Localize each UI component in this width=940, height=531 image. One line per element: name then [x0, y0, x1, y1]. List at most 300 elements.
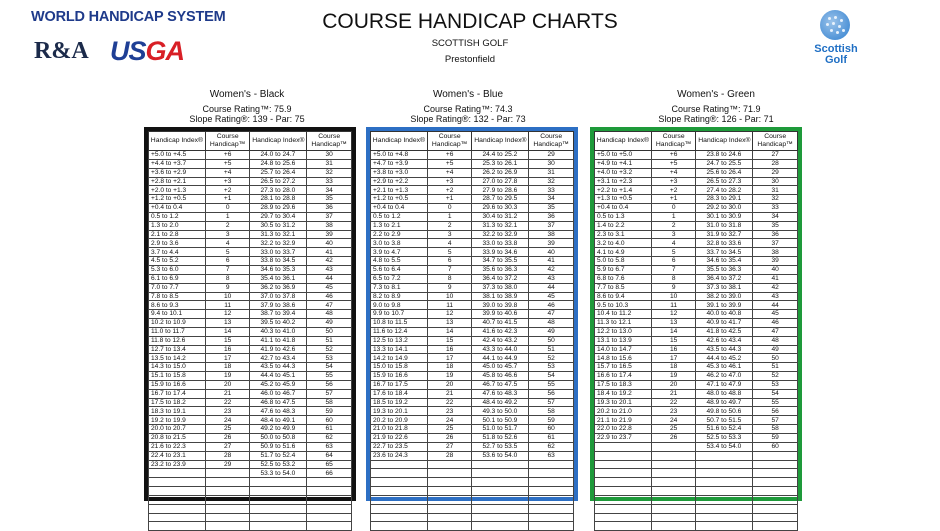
handicap-index-range: 25.7 to 26.4: [250, 168, 307, 177]
course-rating: Course Rating™: 71.9: [671, 104, 761, 114]
course-handicap-value: 28: [753, 159, 798, 168]
course-handicap-value: 1: [205, 212, 250, 221]
course-handicap-value: +3: [651, 177, 696, 186]
handicap-index-range: 24.8 to 25.6: [250, 159, 307, 168]
handicap-index-range: [149, 522, 206, 531]
handicap-index-range: [250, 522, 307, 531]
course-handicap-value: +5: [205, 159, 250, 168]
course-handicap-value: 63: [529, 451, 574, 460]
table-row: [371, 319, 574, 328]
table-row: [595, 265, 798, 274]
course-handicap-value: 27: [205, 442, 250, 451]
table-row: [149, 469, 352, 478]
col-header-course-handicap: Course Handicap™: [427, 132, 472, 151]
course-handicap-value: [753, 522, 798, 531]
course-handicap-value: 1: [427, 212, 472, 221]
table-row: [595, 336, 798, 345]
handicap-index-range: 32.2 to 32.9: [250, 239, 307, 248]
handicap-index-range: +1.3 to +0.5: [595, 195, 652, 204]
course-handicap-value: 10: [205, 292, 250, 301]
course-handicap-value: [651, 442, 696, 451]
course-handicap-value: 18: [205, 363, 250, 372]
course-handicap-value: 52: [307, 345, 352, 354]
table-row: [149, 151, 352, 160]
course-handicap-value: 43: [307, 265, 352, 274]
course-handicap-value: [753, 460, 798, 469]
table-row: [149, 451, 352, 460]
course-handicap-value: 57: [529, 398, 574, 407]
table-row: [149, 380, 352, 389]
handicap-index-range: 40.3 to 41.0: [250, 327, 307, 336]
handicap-index-range: 28.3 to 29.1: [696, 195, 753, 204]
handicap-index-range: [472, 495, 529, 504]
handicap-index-range: [595, 487, 652, 496]
handicap-index-range: 30.4 to 31.2: [472, 212, 529, 221]
table-row: [595, 354, 798, 363]
course-handicap-value: [427, 504, 472, 513]
usga-logo-part1: US: [110, 36, 146, 66]
course-handicap-value: 7: [205, 265, 250, 274]
course-handicap-value: 45: [529, 292, 574, 301]
course-handicap-value: 5: [205, 248, 250, 257]
course-handicap-value: 14: [427, 327, 472, 336]
handicap-index-range: [472, 487, 529, 496]
handicap-index-range: [371, 460, 428, 469]
table-row: [371, 389, 574, 398]
course-handicap-value: 30: [307, 151, 352, 160]
golf-ball-icon: [820, 10, 850, 40]
course-handicap-value: 27: [427, 442, 472, 451]
handicap-index-range: 4.8 to 5.5: [371, 257, 428, 266]
handicap-index-range: [696, 504, 753, 513]
table-row: [371, 434, 574, 443]
handicap-index-range: 29.2 to 30.0: [696, 204, 753, 213]
course-handicap-value: [427, 469, 472, 478]
course-handicap-value: [529, 504, 574, 513]
table-row: [371, 186, 574, 195]
course-handicap-value: 25: [651, 425, 696, 434]
handicap-index-range: 40.9 to 41.7: [696, 319, 753, 328]
handicap-index-range: 17.6 to 18.4: [371, 389, 428, 398]
handicap-index-range: 35.5 to 36.3: [696, 265, 753, 274]
handicap-index-range: +5.0 to +5.0: [595, 151, 652, 160]
table-row: [371, 398, 574, 407]
handicap-index-range: 9.0 to 9.8: [371, 301, 428, 310]
course-handicap-value: 24: [205, 416, 250, 425]
handicap-table: [370, 131, 574, 531]
handicap-index-range: +4.4 to +3.7: [149, 159, 206, 168]
handicap-index-range: 49.8 to 50.6: [696, 407, 753, 416]
table-row: [149, 522, 352, 531]
handicap-index-range: 46.8 to 47.5: [250, 398, 307, 407]
handicap-index-range: 24.0 to 24.7: [250, 151, 307, 160]
table-row: [371, 380, 574, 389]
course-handicap-value: [651, 487, 696, 496]
course-handicap-value: 26: [427, 434, 472, 443]
course-handicap-value: [651, 513, 696, 522]
handicap-index-range: 41.6 to 42.3: [472, 327, 529, 336]
course-handicap-value: 5: [651, 248, 696, 257]
handicap-index-range: 19.3 to 20.1: [595, 398, 652, 407]
handicap-index-range: 16.7 to 17.4: [149, 389, 206, 398]
course-handicap-value: [427, 495, 472, 504]
handicap-index-range: 44.4 to 45.2: [696, 354, 753, 363]
handicap-index-range: 23.8 to 24.6: [696, 151, 753, 160]
handicap-index-range: 11.8 to 12.6: [149, 336, 206, 345]
course-handicap-value: 34: [307, 186, 352, 195]
course-handicap-value: 22: [427, 398, 472, 407]
table-row: [595, 416, 798, 425]
handicap-index-range: 15.9 to 16.6: [371, 372, 428, 381]
handicap-index-range: 3.2 to 4.0: [595, 239, 652, 248]
table-row: [595, 274, 798, 283]
course-handicap-value: 15: [205, 336, 250, 345]
handicap-index-range: [696, 460, 753, 469]
handicap-index-range: 43.5 to 44.3: [250, 363, 307, 372]
handicap-index-range: +2.8 to +2.1: [149, 177, 206, 186]
course-handicap-value: [753, 451, 798, 460]
handicap-index-range: 51.6 to 52.4: [696, 425, 753, 434]
course-handicap-value: 60: [529, 425, 574, 434]
table-row: [149, 257, 352, 266]
course-handicap-value: 56: [307, 380, 352, 389]
handicap-index-range: 20.2 to 21.0: [595, 407, 652, 416]
course-handicap-value: 35: [753, 221, 798, 230]
course-handicap-value: 60: [753, 442, 798, 451]
course-handicap-value: 36: [307, 204, 352, 213]
handicap-index-range: +4.9 to +4.1: [595, 159, 652, 168]
course-handicap-value: [529, 478, 574, 487]
course-handicap-value: 24: [427, 416, 472, 425]
course-handicap-value: 48: [307, 310, 352, 319]
club-name: Prestonfield: [444, 54, 496, 65]
course-handicap-value: +2: [205, 186, 250, 195]
handicap-index-range: 16.7 to 17.5: [371, 380, 428, 389]
course-handicap-value: 41: [307, 248, 352, 257]
scottish-golf-logo: [806, 44, 866, 66]
table-row: [149, 195, 352, 204]
course-handicap-value: 30: [529, 159, 574, 168]
course-handicap-value: 6: [205, 257, 250, 266]
table-row: [595, 230, 798, 239]
handicap-index-range: 53.3 to 54.0: [250, 469, 307, 478]
handicap-index-range: 18.3 to 19.1: [149, 407, 206, 416]
course-handicap-value: 51: [307, 336, 352, 345]
handicap-index-range: [472, 513, 529, 522]
table-row: [371, 469, 574, 478]
course-handicap-value: [753, 478, 798, 487]
course-handicap-value: [651, 460, 696, 469]
course-handicap-value: 4: [651, 239, 696, 248]
course-handicap-value: 47: [529, 310, 574, 319]
handicap-index-range: 34.6 to 35.4: [696, 257, 753, 266]
col-header-course-handicap: Course Handicap™: [529, 132, 574, 151]
course-handicap-value: 34: [529, 195, 574, 204]
handicap-index-range: 38.7 to 39.4: [250, 310, 307, 319]
course-handicap-value: 21: [651, 389, 696, 398]
handicap-index-range: 41.8 to 42.5: [696, 327, 753, 336]
course-handicap-value: 54: [529, 372, 574, 381]
table-row: [149, 221, 352, 230]
handicap-index-range: 44.4 to 45.1: [250, 372, 307, 381]
handicap-index-range: 15.9 to 16.6: [149, 380, 206, 389]
col-header-handicap-index: Handicap Index®: [696, 132, 753, 151]
handicap-index-range: 15.0 to 15.8: [371, 363, 428, 372]
handicap-index-range: [472, 504, 529, 513]
handicap-index-range: 4.5 to 5.2: [149, 257, 206, 266]
handicap-index-range: [472, 469, 529, 478]
handicap-index-range: 3.9 to 4.7: [371, 248, 428, 257]
handicap-index-range: +0.4 to 0.4: [595, 204, 652, 213]
table-row: [149, 310, 352, 319]
handicap-index-range: 0.5 to 1.2: [371, 212, 428, 221]
handicap-index-range: [250, 504, 307, 513]
course-handicap-value: 10: [651, 292, 696, 301]
course-handicap-value: 1: [651, 212, 696, 221]
table-row: [371, 495, 574, 504]
course-handicap-value: 16: [205, 345, 250, 354]
course-handicap-value: 43: [529, 274, 574, 283]
handicap-index-range: [371, 469, 428, 478]
table-row: [595, 168, 798, 177]
slope-rating: Slope Rating®: 132 - Par: 73: [410, 113, 526, 124]
table-row: [371, 257, 574, 266]
table-row: [595, 159, 798, 168]
handicap-index-range: 8.6 to 9.3: [149, 301, 206, 310]
course-handicap-value: 33: [307, 177, 352, 186]
handicap-index-range: 51.0 to 51.7: [472, 425, 529, 434]
course-handicap-value: 13: [651, 319, 696, 328]
handicap-index-range: 36.2 to 36.9: [250, 283, 307, 292]
handicap-index-range: +5.0 to +4.8: [371, 151, 428, 160]
course-handicap-value: [529, 513, 574, 522]
handicap-index-range: 10.4 to 11.2: [595, 310, 652, 319]
handicap-index-range: 20.8 to 21.5: [149, 434, 206, 443]
table-row: [371, 230, 574, 239]
chart-panel-green: [590, 127, 802, 501]
course-handicap-value: [427, 460, 472, 469]
course-handicap-value: +3: [205, 177, 250, 186]
course-handicap-value: [205, 478, 250, 487]
course-handicap-value: +5: [427, 159, 472, 168]
handicap-index-range: 24.4 to 25.2: [472, 151, 529, 160]
table-row: [595, 478, 798, 487]
course-handicap-value: 21: [205, 389, 250, 398]
course-handicap-value: [753, 513, 798, 522]
handicap-index-range: 18.4 to 19.2: [595, 389, 652, 398]
course-handicap-value: [205, 495, 250, 504]
handicap-index-range: 19.2 to 19.9: [149, 416, 206, 425]
course-handicap-value: 28: [205, 451, 250, 460]
course-handicap-value: +1: [651, 195, 696, 204]
table-row: [149, 363, 352, 372]
handicap-index-range: 22.0 to 22.8: [595, 425, 652, 434]
col-header-course-handicap: Course Handicap™: [307, 132, 352, 151]
course-handicap-value: 11: [651, 301, 696, 310]
table-row: [371, 151, 574, 160]
course-handicap-value: 53: [753, 380, 798, 389]
table-row: [149, 442, 352, 451]
course-handicap-value: 25: [427, 425, 472, 434]
table-row: [595, 398, 798, 407]
handicap-index-range: 40.7 to 41.5: [472, 319, 529, 328]
table-row: [149, 398, 352, 407]
course-handicap-value: 56: [529, 389, 574, 398]
slope-rating: Slope Rating®: 139 - Par: 75: [189, 113, 305, 124]
course-handicap-value: 37: [307, 212, 352, 221]
table-row: [371, 212, 574, 221]
handicap-index-range: 8.2 to 8.9: [371, 292, 428, 301]
table-row: [149, 239, 352, 248]
handicap-index-range: 7.3 to 8.1: [371, 283, 428, 292]
handicap-index-range: 50.1 to 50.9: [472, 416, 529, 425]
course-handicap-value: 28: [427, 451, 472, 460]
table-row: [149, 425, 352, 434]
table-row: [595, 469, 798, 478]
course-handicap-value: 29: [529, 151, 574, 160]
handicap-index-range: 33.7 to 34.5: [696, 248, 753, 257]
course-handicap-value: 4: [205, 239, 250, 248]
tee-ratings-blue: [348, 105, 588, 124]
handicap-index-range: 12.5 to 13.2: [371, 336, 428, 345]
handicap-index-range: [595, 469, 652, 478]
course-handicap-value: 51: [753, 363, 798, 372]
table-row: [149, 407, 352, 416]
table-row: [149, 168, 352, 177]
course-handicap-value: 39: [753, 257, 798, 266]
table-row: [371, 407, 574, 416]
handicap-index-range: 32.8 to 33.6: [696, 239, 753, 248]
table-row: [371, 425, 574, 434]
course-handicap-value: [205, 522, 250, 531]
course-handicap-value: 37: [529, 221, 574, 230]
course-handicap-value: 36: [529, 212, 574, 221]
table-row: [371, 363, 574, 372]
table-row: [371, 504, 574, 513]
handicap-index-range: 27.0 to 27.8: [472, 177, 529, 186]
table-row: [595, 257, 798, 266]
handicap-index-range: 11.3 to 12.1: [595, 319, 652, 328]
handicap-index-range: 33.0 to 33.7: [250, 248, 307, 257]
course-handicap-value: 26: [651, 434, 696, 443]
course-handicap-value: 13: [205, 319, 250, 328]
handicap-index-range: [696, 478, 753, 487]
course-handicap-value: [427, 513, 472, 522]
table-row: [371, 310, 574, 319]
course-handicap-value: 59: [529, 416, 574, 425]
handicap-index-range: 39.0 to 39.8: [472, 301, 529, 310]
handicap-index-range: +5.0 to +4.5: [149, 151, 206, 160]
course-handicap-value: 53: [307, 354, 352, 363]
handicap-index-range: 37.0 to 37.8: [250, 292, 307, 301]
handicap-index-range: 22.9 to 23.7: [595, 434, 652, 443]
handicap-index-range: [595, 442, 652, 451]
course-handicap-value: 61: [529, 434, 574, 443]
tee-heading-green: Women's - Green: [677, 89, 755, 100]
handicap-index-range: [595, 460, 652, 469]
handicap-index-range: 38.2 to 39.0: [696, 292, 753, 301]
course-handicap-value: [529, 460, 574, 469]
table-row: [371, 221, 574, 230]
course-handicap-value: [529, 522, 574, 531]
handicap-index-range: 26.2 to 26.9: [472, 168, 529, 177]
course-handicap-value: 31: [307, 159, 352, 168]
table-row: [371, 283, 574, 292]
table-row: [149, 204, 352, 213]
handicap-index-range: [250, 478, 307, 487]
course-handicap-value: 52: [529, 354, 574, 363]
table-row: [149, 389, 352, 398]
handicap-index-range: 2.1 to 2.8: [149, 230, 206, 239]
course-handicap-value: 8: [427, 274, 472, 283]
handicap-index-range: 52.5 to 53.2: [250, 460, 307, 469]
handicap-index-range: 37.3 to 38.0: [472, 283, 529, 292]
course-handicap-value: 43: [753, 292, 798, 301]
table-row: [595, 407, 798, 416]
handicap-index-range: 7.0 to 7.7: [149, 283, 206, 292]
handicap-index-range: 2.2 to 2.9: [371, 230, 428, 239]
handicap-index-range: [250, 495, 307, 504]
handicap-index-range: 35.4 to 36.1: [250, 274, 307, 283]
table-row: [371, 177, 574, 186]
course-handicap-value: 40: [529, 248, 574, 257]
table-row: [595, 442, 798, 451]
table-row: [149, 177, 352, 186]
table-row: [371, 451, 574, 460]
table-row: [595, 248, 798, 257]
table-row: [149, 416, 352, 425]
table-row: [149, 230, 352, 239]
table-row: [371, 168, 574, 177]
table-row: [371, 354, 574, 363]
handicap-index-range: 48.0 to 48.8: [696, 389, 753, 398]
col-header-course-handicap: Course Handicap™: [205, 132, 250, 151]
handicap-index-range: 42.6 to 43.4: [696, 336, 753, 345]
course-handicap-value: 31: [753, 186, 798, 195]
course-handicap-value: 20: [651, 380, 696, 389]
table-row: [371, 327, 574, 336]
course-handicap-value: [427, 522, 472, 531]
table-row: [371, 159, 574, 168]
course-handicap-value: 14: [651, 327, 696, 336]
handicap-index-range: [696, 495, 753, 504]
course-handicap-value: 45: [307, 283, 352, 292]
handicap-index-range: 52.5 to 53.3: [696, 434, 753, 443]
course-handicap-value: 26: [205, 434, 250, 443]
handicap-index-range: [371, 478, 428, 487]
course-handicap-value: 8: [651, 274, 696, 283]
table-row: [595, 212, 798, 221]
course-handicap-value: 47: [307, 301, 352, 310]
handicap-index-range: 9.9 to 10.7: [371, 310, 428, 319]
course-handicap-value: [307, 487, 352, 496]
course-handicap-value: 58: [529, 407, 574, 416]
course-handicap-value: 7: [651, 265, 696, 274]
handicap-index-range: 27.9 to 28.6: [472, 186, 529, 195]
table-row: [595, 186, 798, 195]
handicap-index-range: [371, 522, 428, 531]
course-handicap-value: 49: [753, 345, 798, 354]
course-handicap-value: 5: [427, 248, 472, 257]
table-row: [371, 274, 574, 283]
table-row: [595, 522, 798, 531]
course-handicap-value: 2: [205, 221, 250, 230]
table-row: [149, 336, 352, 345]
table-row: [595, 283, 798, 292]
handicap-index-range: 50.0 to 50.8: [250, 434, 307, 443]
handicap-index-range: [595, 513, 652, 522]
handicap-index-range: +2.9 to +2.2: [371, 177, 428, 186]
